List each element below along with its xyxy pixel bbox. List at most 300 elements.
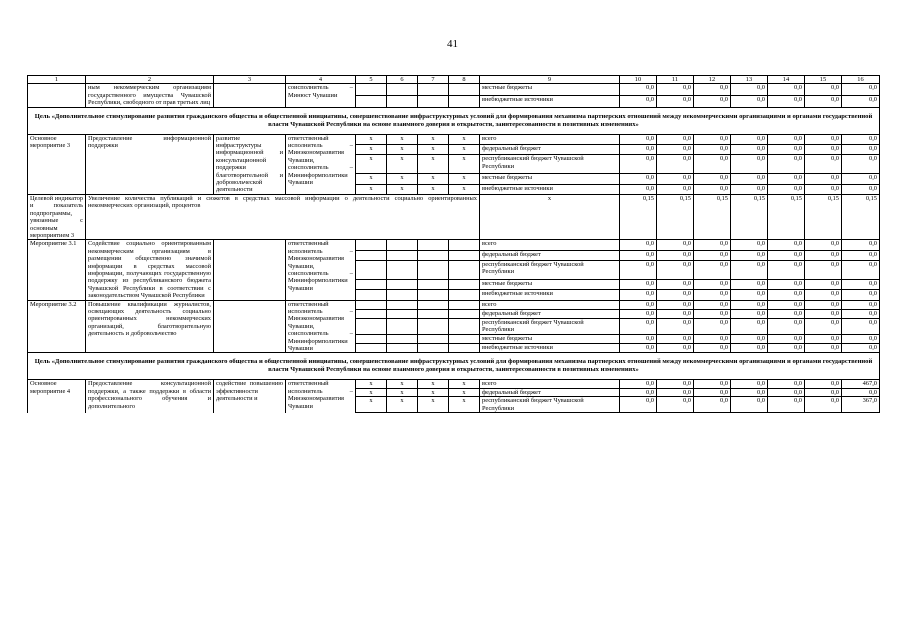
year-value: 0,0	[694, 96, 731, 108]
year-value: 0,0	[657, 250, 694, 260]
budget-table	[27, 75, 880, 413]
year-value: 0,0	[768, 174, 805, 184]
code-cell	[449, 250, 480, 260]
indicator-value: 0,15	[842, 194, 880, 239]
column-header: 11	[657, 76, 694, 84]
year-value: 0,0	[694, 184, 731, 194]
year-value: 0,0	[657, 144, 694, 154]
code-cell	[387, 260, 418, 279]
year-value: 0,0	[805, 84, 842, 96]
code-cell	[387, 250, 418, 260]
year-value: 0,0	[842, 250, 880, 260]
funding-source: федеральный бюджет	[480, 144, 620, 154]
funding-source: всего	[480, 300, 620, 309]
code-cell	[418, 96, 449, 108]
funding-source: республиканский бюджет Чувашской Республики	[480, 260, 620, 279]
funding-source: федеральный бюджет	[480, 250, 620, 260]
code-cell: x	[449, 134, 480, 144]
responsible-executor: ответственный исполнитель – Минэкономразвития Чувашии	[286, 380, 356, 413]
code-cell	[387, 309, 418, 318]
table-row	[28, 84, 880, 96]
year-value: 0,0	[694, 250, 731, 260]
column-header: 9	[480, 76, 620, 84]
code-cell	[356, 260, 387, 279]
year-value: 0,0	[842, 96, 880, 108]
year-value: 0,0	[731, 335, 768, 344]
code-cell	[449, 309, 480, 318]
year-value: 0,0	[805, 388, 842, 396]
indicator-value: 0,15	[694, 194, 731, 239]
code-cell: x	[418, 144, 449, 154]
funding-source: внебюджетные источники	[480, 344, 620, 353]
year-value: 0,0	[620, 260, 657, 279]
year-value: 0,0	[768, 388, 805, 396]
code-cell: x	[387, 184, 418, 194]
year-value: 0,0	[657, 335, 694, 344]
indicator-value: 0,15	[657, 194, 694, 239]
code-cell: x	[356, 134, 387, 144]
code-cell	[356, 290, 387, 300]
code-cell: x	[418, 388, 449, 396]
year-value: 0,0	[731, 280, 768, 290]
year-value: 0,0	[731, 184, 768, 194]
column-header: 6	[387, 76, 418, 84]
year-value: 0,0	[657, 134, 694, 144]
year-value: 0,0	[768, 344, 805, 353]
year-value: 0,0	[805, 134, 842, 144]
code-cell: x	[449, 380, 480, 388]
funding-source: местные бюджеты	[480, 335, 620, 344]
measure-description: Предоставление консультационной поддержки, а также поддержки в области профессионального обучения и дополнительного	[86, 380, 214, 413]
column-header: 7	[418, 76, 449, 84]
code-cell: x	[449, 174, 480, 184]
funding-source: федеральный бюджет	[480, 388, 620, 396]
year-value: 0,0	[620, 344, 657, 353]
table-row	[28, 194, 880, 239]
year-value: 0,0	[842, 174, 880, 184]
year-value: 0,0	[842, 144, 880, 154]
year-value: 0,0	[620, 155, 657, 174]
year-value: 0,0	[657, 260, 694, 279]
year-value: 0,0	[731, 344, 768, 353]
column-header: 10	[620, 76, 657, 84]
year-value: 0,0	[731, 250, 768, 260]
code-cell	[387, 96, 418, 108]
code-cell: x	[418, 397, 449, 413]
year-value: 0,0	[768, 240, 805, 250]
year-value: 0,0	[620, 280, 657, 290]
funding-source: республиканский бюджет Чувашской Республики	[480, 397, 620, 413]
funding-source: внебюджетные источники	[480, 184, 620, 194]
year-value: 0,0	[657, 240, 694, 250]
year-value: 0,0	[694, 134, 731, 144]
year-value: 0,0	[731, 318, 768, 335]
code-cell	[387, 290, 418, 300]
year-value: 0,0	[768, 300, 805, 309]
code-cell	[387, 318, 418, 335]
year-value: 0,0	[694, 318, 731, 335]
code-cell	[387, 280, 418, 290]
goal-heading: Цель «Дополнительное стимулирование развития гражданского общества и общественной инициативы, совершенствование инфраструктурных условий для формирования механизма партнерских отношений между некоммерческими организациями и органами государственной власти Чувашской Республики на основе взаимного доверия и открытости, заинтересованности в позитивных изменениях»	[28, 107, 880, 134]
code-cell: x	[449, 155, 480, 174]
code-cell: x	[418, 155, 449, 174]
code-cell: x	[356, 184, 387, 194]
year-value: 0,0	[731, 134, 768, 144]
year-value: 0,0	[805, 250, 842, 260]
code-cell	[449, 335, 480, 344]
column-header: 3	[214, 76, 286, 84]
table-row	[28, 380, 880, 388]
code-cell	[449, 84, 480, 96]
table-row	[28, 76, 880, 84]
year-value: 0,0	[657, 84, 694, 96]
year-value: 0,0	[842, 84, 880, 96]
year-value: 0,0	[842, 335, 880, 344]
measure-label: Мероприятие 3.1	[28, 240, 86, 300]
year-value: 0,0	[805, 397, 842, 413]
code-cell: x	[449, 388, 480, 396]
code-cell	[387, 335, 418, 344]
year-value: 0,0	[731, 96, 768, 108]
funding-source: всего	[480, 240, 620, 250]
year-value: 0,0	[768, 84, 805, 96]
code-cell: x	[356, 144, 387, 154]
funding-source: местные бюджеты	[480, 174, 620, 184]
year-value: 0,0	[805, 300, 842, 309]
column-header: 1	[28, 76, 86, 84]
year-value: 0,0	[805, 155, 842, 174]
code-cell	[449, 344, 480, 353]
year-value: 0,0	[768, 290, 805, 300]
year-value: 0,0	[842, 318, 880, 335]
code-cell	[418, 300, 449, 309]
year-value: 0,0	[768, 250, 805, 260]
year-value: 0,0	[694, 174, 731, 184]
funding-source: республиканский бюджет Чувашской Республики	[480, 155, 620, 174]
year-value: 0,0	[805, 184, 842, 194]
code-cell: x	[449, 144, 480, 154]
measure-description: ным некоммерческим организациям государственного имущества Чувашской Республики, свободного от прав третьих лиц	[86, 84, 214, 107]
funding-source: всего	[480, 380, 620, 388]
year-value: 0,0	[842, 184, 880, 194]
column-header: 4	[286, 76, 356, 84]
year-value: 0,0	[842, 280, 880, 290]
responsible-executor: ответственный исполнитель – Минэкономразвития Чувашии, соисполнитель – Мининформполитики Чувашии	[286, 240, 356, 300]
year-value: 0,0	[694, 260, 731, 279]
code-cell	[418, 280, 449, 290]
year-value: 0,0	[805, 144, 842, 154]
year-value: 0,0	[620, 250, 657, 260]
code-cell: x	[418, 380, 449, 388]
column-header: 8	[449, 76, 480, 84]
year-value: 0,0	[768, 184, 805, 194]
expected-result: развитие инфраструктуры информационной и консультационной поддержки благотворительной и добровольческой деятельности	[214, 134, 286, 194]
code-cell	[356, 318, 387, 335]
code-cell: x	[387, 144, 418, 154]
code-cell	[449, 240, 480, 250]
code-cell	[356, 84, 387, 96]
year-value: 0,0	[694, 309, 731, 318]
code-cell	[418, 335, 449, 344]
table-body	[28, 76, 880, 413]
responsible-executor: ответственный исполнитель – Минэкономразвития Чувашии, соисполнитель – Мининформполитики Чувашии	[286, 300, 356, 353]
year-value: 0,0	[620, 84, 657, 96]
year-value: 0,0	[768, 318, 805, 335]
year-value: 0,0	[842, 309, 880, 318]
code-cell	[418, 260, 449, 279]
year-value: 0,0	[620, 240, 657, 250]
year-value: 0,0	[731, 380, 768, 388]
expected-result	[214, 300, 286, 353]
code-cell	[387, 240, 418, 250]
year-value: 0,0	[731, 155, 768, 174]
code-cell	[356, 335, 387, 344]
code-cell	[356, 300, 387, 309]
code-cell: x	[356, 397, 387, 413]
table-row	[28, 353, 880, 380]
year-value: 0,0	[620, 300, 657, 309]
year-value: 0,0	[657, 96, 694, 108]
year-value: 0,0	[731, 84, 768, 96]
code-cell: x	[387, 155, 418, 174]
year-value: 0,0	[805, 96, 842, 108]
table-row	[28, 107, 880, 134]
goal-heading: Цель «Дополнительное стимулирование развития гражданского общества и общественной инициативы, совершенствование инфраструктурных условий для формирования механизма партнерских отношений между некоммерческими организациями и органами государственной власти Чувашской Республики на основе взаимного доверия и открытости, заинтересованности в позитивных изменениях»	[28, 353, 880, 380]
code-cell	[356, 250, 387, 260]
code-cell	[449, 290, 480, 300]
year-value: 0,0	[731, 397, 768, 413]
indicator-description: Увеличение количества публикаций и сюжетов в средствах массовой информации о деятельности социально ориентированных некоммерческих организаций, процентов	[86, 194, 480, 239]
code-cell	[449, 280, 480, 290]
year-value: 0,0	[694, 388, 731, 396]
year-value: 0,0	[731, 388, 768, 396]
code-cell: x	[418, 174, 449, 184]
year-value: 0,0	[842, 344, 880, 353]
year-value: 0,0	[805, 335, 842, 344]
expected-result: содействие повышению эффективности деятельности и	[214, 380, 286, 413]
code-cell	[449, 300, 480, 309]
year-value: 0,0	[805, 240, 842, 250]
year-value: 0,0	[842, 300, 880, 309]
year-value: 0,0	[657, 184, 694, 194]
year-value: 0,0	[731, 260, 768, 279]
code-cell: x	[356, 155, 387, 174]
code-cell: x	[418, 134, 449, 144]
code-cell: x	[356, 380, 387, 388]
measure-description: Содействие социально ориентированным некоммерческим организациям в размещении общественно значимой информации в средствах массовой информации, получающих государственную поддержку из республиканского бюджета Чувашской Республики в соответствии с законодательством Чувашской Республики	[86, 240, 214, 300]
year-value: 0,0	[842, 155, 880, 174]
code-cell: x	[387, 174, 418, 184]
year-value: 0,0	[694, 84, 731, 96]
measure-description: Предоставление информационной поддержки	[86, 134, 214, 194]
code-cell: x	[480, 194, 620, 239]
code-cell	[356, 96, 387, 108]
expected-result	[214, 240, 286, 300]
column-header: 14	[768, 76, 805, 84]
code-cell: x	[387, 397, 418, 413]
year-value: 0,0	[768, 335, 805, 344]
year-value: 0,0	[620, 318, 657, 335]
code-cell: x	[387, 388, 418, 396]
column-header: 12	[694, 76, 731, 84]
year-value: 0,0	[657, 155, 694, 174]
year-value: 0,0	[805, 380, 842, 388]
funding-source: всего	[480, 134, 620, 144]
code-cell	[356, 309, 387, 318]
year-value: 0,0	[657, 290, 694, 300]
code-cell: x	[387, 380, 418, 388]
year-value: 0,0	[620, 380, 657, 388]
funding-source: местные бюджеты	[480, 280, 620, 290]
table-row	[28, 240, 880, 250]
year-value: 0,0	[694, 240, 731, 250]
year-value: 0,0	[657, 309, 694, 318]
column-header: 16	[842, 76, 880, 84]
year-value: 0,0	[694, 397, 731, 413]
measure-label: Основное мероприятие 3	[28, 134, 86, 194]
code-cell	[356, 344, 387, 353]
indicator-value: 0,15	[805, 194, 842, 239]
table-row	[28, 134, 880, 144]
code-cell	[449, 96, 480, 108]
funding-source: федеральный бюджет	[480, 309, 620, 318]
column-header: 15	[805, 76, 842, 84]
code-cell	[356, 280, 387, 290]
page-number: 41	[447, 38, 458, 50]
code-cell: x	[418, 184, 449, 194]
year-value: 0,0	[657, 300, 694, 309]
year-value: 0,0	[620, 335, 657, 344]
year-value: 0,0	[694, 335, 731, 344]
indicator-value: 0,15	[768, 194, 805, 239]
column-header: 2	[86, 76, 214, 84]
table-row	[28, 300, 880, 309]
year-value: 0,0	[805, 309, 842, 318]
funding-source: местные бюджеты	[480, 84, 620, 96]
year-value: 0,0	[731, 290, 768, 300]
responsible-executor: соисполнитель – Минюст Чувашии	[286, 84, 356, 107]
measure-label	[28, 84, 86, 107]
year-value: 0,0	[768, 309, 805, 318]
year-value: 0,0	[768, 397, 805, 413]
year-value: 0,0	[657, 380, 694, 388]
year-value: 0,0	[620, 96, 657, 108]
code-cell: x	[449, 397, 480, 413]
code-cell	[449, 318, 480, 335]
indicator-value: 0,15	[731, 194, 768, 239]
code-cell	[356, 240, 387, 250]
code-cell	[418, 84, 449, 96]
year-value: 0,0	[620, 309, 657, 318]
year-value: 0,0	[842, 240, 880, 250]
year-value: 0,0	[768, 96, 805, 108]
year-value: 0,0	[620, 134, 657, 144]
code-cell	[418, 240, 449, 250]
year-value: 367,0	[842, 397, 880, 413]
year-value: 0,0	[620, 290, 657, 300]
year-value: 0,0	[805, 344, 842, 353]
year-value: 0,0	[620, 174, 657, 184]
funding-source: внебюджетные источники	[480, 96, 620, 108]
year-value: 0,0	[805, 290, 842, 300]
year-value: 0,0	[657, 344, 694, 353]
year-value: 0,0	[768, 134, 805, 144]
code-cell	[387, 344, 418, 353]
year-value: 467,0	[842, 380, 880, 388]
year-value: 0,0	[768, 280, 805, 290]
year-value: 0,0	[768, 260, 805, 279]
year-value: 0,0	[768, 380, 805, 388]
responsible-executor: ответственный исполнитель – Минэкономразвития Чувашии, соисполнитель – Мининформполитики Чувашии	[286, 134, 356, 194]
year-value: 0,0	[620, 184, 657, 194]
code-cell: x	[356, 174, 387, 184]
year-value: 0,0	[768, 155, 805, 174]
year-value: 0,0	[657, 388, 694, 396]
year-value: 0,0	[842, 260, 880, 279]
year-value: 0,0	[768, 144, 805, 154]
code-cell: x	[449, 184, 480, 194]
code-cell: x	[356, 388, 387, 396]
year-value: 0,0	[842, 134, 880, 144]
year-value: 0,0	[657, 318, 694, 335]
year-value: 0,0	[731, 300, 768, 309]
code-cell	[387, 300, 418, 309]
year-value: 0,0	[694, 344, 731, 353]
measure-label: Мероприятие 3.2	[28, 300, 86, 353]
year-value: 0,0	[657, 174, 694, 184]
funding-source: внебюджетные источники	[480, 290, 620, 300]
year-value: 0,0	[620, 144, 657, 154]
measure-label: Основное мероприятие 4	[28, 380, 86, 413]
year-value: 0,0	[805, 280, 842, 290]
code-cell	[418, 318, 449, 335]
code-cell	[418, 290, 449, 300]
year-value: 0,0	[731, 240, 768, 250]
year-value: 0,0	[694, 144, 731, 154]
year-value: 0,0	[805, 318, 842, 335]
code-cell	[418, 344, 449, 353]
code-cell: x	[387, 134, 418, 144]
year-value: 0,0	[694, 300, 731, 309]
year-value: 0,0	[805, 174, 842, 184]
year-value: 0,0	[842, 388, 880, 396]
year-value: 0,0	[694, 280, 731, 290]
year-value: 0,0	[694, 290, 731, 300]
year-value: 0,0	[620, 397, 657, 413]
column-header: 5	[356, 76, 387, 84]
year-value: 0,0	[805, 260, 842, 279]
expected-result	[214, 84, 286, 107]
year-value: 0,0	[657, 280, 694, 290]
year-value: 0,0	[657, 397, 694, 413]
year-value: 0,0	[842, 290, 880, 300]
code-cell	[387, 84, 418, 96]
indicator-value: 0,15	[620, 194, 657, 239]
year-value: 0,0	[731, 144, 768, 154]
funding-source: республиканский бюджет Чувашской Республики	[480, 318, 620, 335]
column-header: 13	[731, 76, 768, 84]
code-cell	[449, 260, 480, 279]
year-value: 0,0	[694, 155, 731, 174]
measure-description: Повышение квалификации журналистов, освещающих деятельность социально ориентированных некоммерческих организаций, благотворительную деятельность и добровольчество	[86, 300, 214, 353]
year-value: 0,0	[731, 174, 768, 184]
code-cell	[418, 250, 449, 260]
year-value: 0,0	[620, 388, 657, 396]
code-cell	[418, 309, 449, 318]
indicator-label: Целевой индикатор и показатель подпрограммы, увязанные с основным мероприятием 3	[28, 194, 86, 239]
year-value: 0,0	[694, 380, 731, 388]
year-value: 0,0	[731, 309, 768, 318]
